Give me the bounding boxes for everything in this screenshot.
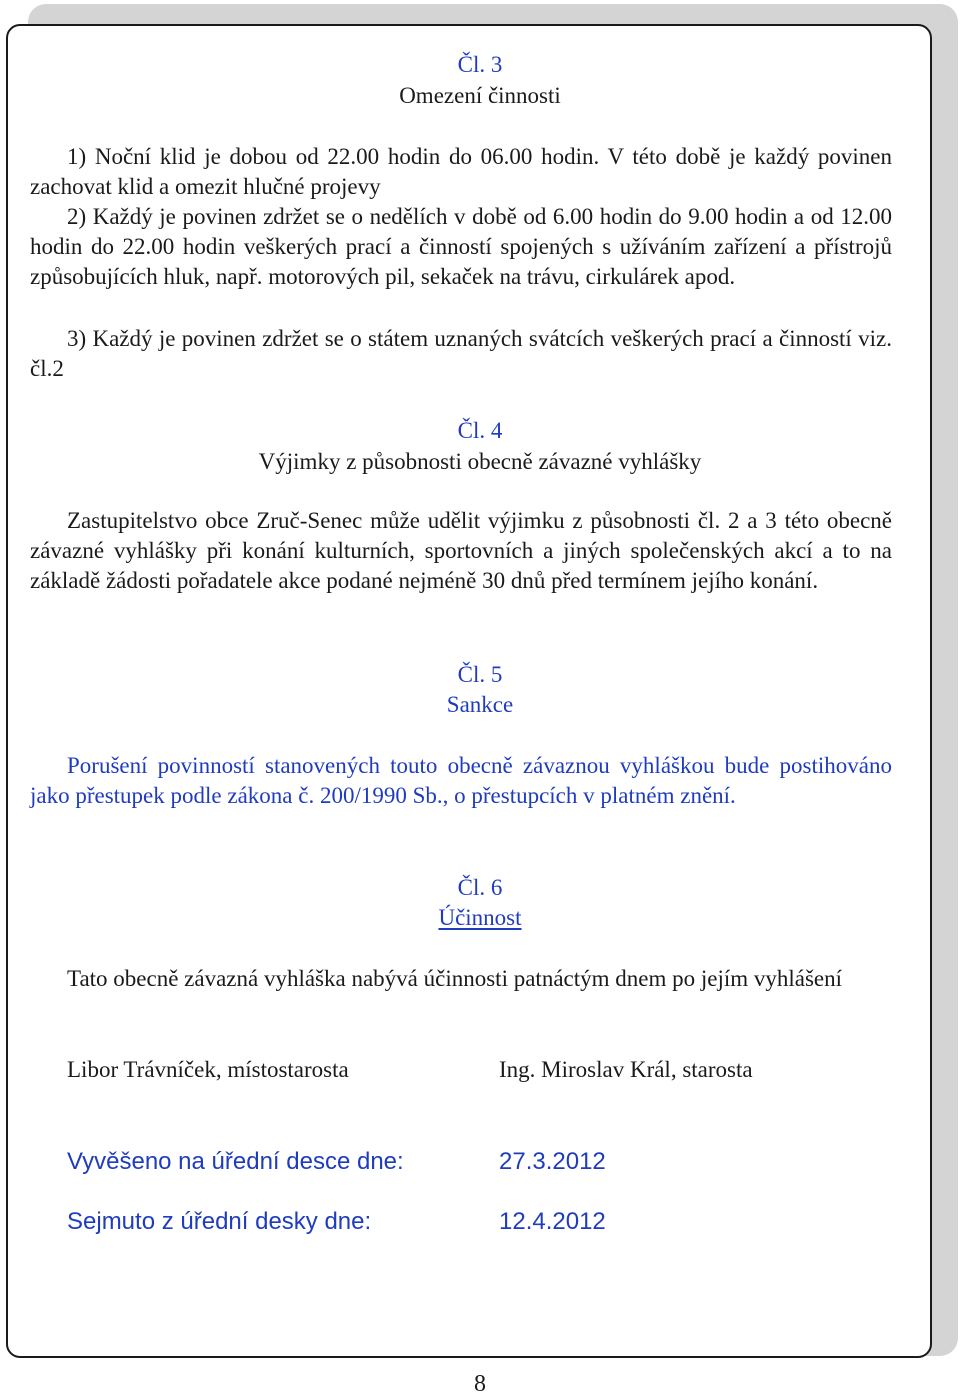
article-4-paragraph: Zastupitelstvo obce Zruč-Senec může udělit výjimku z působnosti čl. 2 a 3 této obecně závazné vyhlášky při konání kulturních, sportovních a jiných společenských akcí a to na základě žádosti pořadatele akce podané nejméně 30 dnů před termínem jejího konání. [30,508,892,593]
article-3-title: Omezení činnosti [399,83,561,108]
page-number: 8 [474,1371,486,1397]
signature-mayor: Ing. Miroslav Král, starosta [499,1057,753,1082]
removed-label: Sejmuto z úřední desky dne: [67,1208,372,1235]
article-3-paragraph-3: 3) Každý je povinen zdržet se o státem uznaných svátcích veškerých prací a činností viz. čl.2 [30,326,892,381]
article-6-heading: Čl. 6 [457,875,503,900]
article-5-paragraph: Porušení povinností stanovených touto obecně závaznou vyhláškou bude postihováno jako přestupek podle zákona č. 200/1990 Sb., o přestupcích v platném znění. [30,753,892,808]
article-5-heading: Čl. 5 [457,662,503,687]
signature-deputy-mayor: Libor Trávníček, místostarosta [67,1057,349,1082]
posted-date: 27.3.2012 [499,1148,606,1175]
article-3-paragraph-1: 1) Noční klid je dobou od 22.00 hodin do 06.00 hodin. V této době je každý povinen zachovat klid a omezit hlučné projevy [30,144,892,199]
posted-label: Vyvěšeno na úřední desce dne: [67,1148,404,1175]
removed-date: 12.4.2012 [499,1208,606,1235]
article-3-heading: Čl. 3 [457,52,503,77]
article-4-heading: Čl. 4 [457,418,503,443]
article-3-paragraph-2: 2) Každý je povinen zdržet se o nedělích v době od 6.00 hodin do 9.00 hodin a od 12.00 hodin do 22.00 hodin veškerých prací a činností spojených s užíváním zařízení a přístrojů způsobujících hluk, např. motorových pil, sekaček na trávu, cirkulárek apod. [30,204,892,289]
article-4-title: Výjimky z působnosti obecně závazné vyhlášky [258,449,702,474]
article-5-title: Sankce [446,692,514,717]
article-6-title: Účinnost [438,905,522,930]
article-6-paragraph: Tato obecně závazná vyhláška nabývá účinnosti patnáctým dnem po jejím vyhlášení [67,966,843,991]
